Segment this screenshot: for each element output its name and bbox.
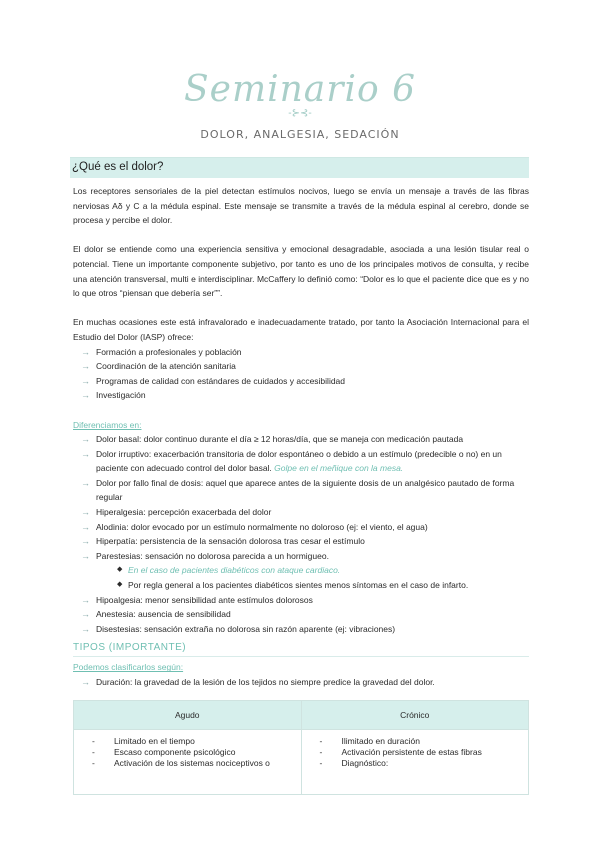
arrow-icon: → xyxy=(81,521,90,532)
parestesias-sublist xyxy=(73,563,529,592)
list-item: → Alodinia: dolor evocado por un estímulo normalmente no doloroso (ej: el viento, el agua) xyxy=(73,520,529,535)
column-header-cronico: Crónico xyxy=(301,701,529,730)
irruptivo-note: Golpe en el meñique con la mesa. xyxy=(274,463,404,474)
clasificar-list xyxy=(73,675,529,690)
list-item: → Parestesias: sensación no dolorosa parecida a un hormigueo. xyxy=(73,549,529,564)
list-item: → Disestesias: sensación extraña no dolorosa sin razón aparente (ej: vibraciones) xyxy=(73,622,529,637)
arrow-icon: → xyxy=(81,609,90,620)
arrow-icon: → xyxy=(81,507,90,518)
list-item: → Duración: la gravedad de la lesión de los tejidos no siempre predice la gravedad del dolor. xyxy=(73,675,529,690)
sub-list-item: ◆ Por regla general a los pacientes diabéticos sientes menos síntomas en el caso de infarto. xyxy=(73,578,529,593)
table-list-item: - Activación persistente de estas fibras xyxy=(319,747,482,757)
arrow-icon: → xyxy=(81,361,90,372)
column-header-agudo: Agudo xyxy=(74,701,302,730)
arrow-icon: → xyxy=(81,594,90,605)
diamond-bullet-icon: ◆ xyxy=(117,566,123,574)
list-item: → Investigación xyxy=(73,388,529,403)
tipos-heading: TIPOS (IMPORTANTE) xyxy=(73,642,187,654)
table-list-item: - Diagnóstico: xyxy=(319,758,389,768)
list-item: → Hiperalgesia: percepción exacerbada del dolor xyxy=(73,505,529,520)
cronico-cell xyxy=(301,730,529,795)
list-item: → Dolor basal: dolor continuo durante el día ≥ 12 horas/día, que se maneja con medicación pautada xyxy=(73,432,529,447)
arrow-icon: → xyxy=(81,434,90,445)
clasificar-label: Podemos clasificarlos según: xyxy=(73,662,184,673)
paragraph: Los receptores sensoriales de la piel detectan estímulos nocivos, luego se envía un mensaje a través de las fibras nerviosas Aδ y C a la médula espinal. Este mensaje se transmite a través de la médula espinal al cerebro, donde se procesa y percibe el dolor. xyxy=(73,186,529,226)
diamond-bullet-icon: ◆ xyxy=(117,581,123,589)
paragraph: En muchas ocasiones este está infravalorado e inadecuadamente tratado, por tanto la Asociación Internacional para el Estudio del Dolor (IASP) ofrece: xyxy=(73,317,529,342)
table-list-item: - Escaso componente psicológico xyxy=(92,747,236,757)
page-title: Seminario 6 xyxy=(183,69,416,110)
document-body xyxy=(73,184,529,690)
list-item: → Coordinación de la atención sanitaria xyxy=(73,359,529,374)
table-list-item: - Activación de los sistemas nociceptivos o xyxy=(92,758,270,768)
list-item: → Dolor irruptivo: exacerbación transitoria de dolor espontáneo o debido a un estímulo (predecible o no) en un paciente con adecuado control del dolor basal. Golpe en el meñique con la mesa. xyxy=(81,448,502,474)
table-list-item: - Ilimitado en duración xyxy=(319,736,420,746)
agudo-cell xyxy=(74,730,302,795)
paragraph: El dolor se entiende como una experiencia sensitiva y emocional desagradable, asociada a una lesión tisular real o potencial. Tiene un importante componente subjetivo, por tanto es uno de los principales motivos de consulta, y recibe una atención transversal, multi e interdisciplinar. McCaffery lo definió como: “Dolor es lo que el paciente dice que es y no lo que otros “piensan que debería ser””. xyxy=(73,244,529,299)
arrow-icon: → xyxy=(81,390,90,401)
list-item: → Anestesia: ausencia de sensibilidad xyxy=(73,607,529,622)
page-header xyxy=(0,70,600,141)
diferenciamos-list xyxy=(73,432,529,563)
arrow-icon: → xyxy=(81,375,90,386)
table-list-item: - Limitado en el tiempo xyxy=(92,736,195,746)
divider xyxy=(73,656,529,657)
section-heading-bar xyxy=(70,157,529,178)
ornament-divider: -⊱⊰- xyxy=(288,108,312,119)
arrow-icon: → xyxy=(81,346,90,357)
arrow-icon: → xyxy=(81,550,90,561)
list-item: → Hiperpatía: persistencia de la sensación dolorosa tras cesar el estímulo xyxy=(73,534,529,549)
diferenciamos-list-continued xyxy=(73,593,529,637)
pain-types-table xyxy=(73,700,529,795)
iasp-list xyxy=(73,345,529,403)
section-heading: ¿Qué es el dolor? xyxy=(72,161,164,173)
arrow-icon: → xyxy=(81,623,90,634)
arrow-icon: → xyxy=(81,536,90,547)
sub-list-item: ◆ En el caso de pacientes diabéticos con ataque cardiaco. xyxy=(73,563,529,578)
list-item: → Hipoalgesia: menor sensibilidad ante estímulos dolorosos xyxy=(73,593,529,608)
arrow-icon: → xyxy=(81,677,90,687)
list-item: → Programas de calidad con estándares de cuidados y accesibilidad xyxy=(73,374,529,389)
arrow-icon: → xyxy=(81,477,90,488)
page-subtitle: DOLOR, ANALGESIA, SEDACIÓN xyxy=(200,128,400,141)
list-item: → Dolor por fallo final de dosis: aquel que aparece antes de la siguiente dosis de un analgésico pautado de forma regular xyxy=(81,477,515,503)
list-item: → Formación a profesionales y población xyxy=(73,345,529,360)
diferenciamos-label: Diferenciamos en: xyxy=(73,419,142,430)
arrow-icon: → xyxy=(81,448,90,459)
